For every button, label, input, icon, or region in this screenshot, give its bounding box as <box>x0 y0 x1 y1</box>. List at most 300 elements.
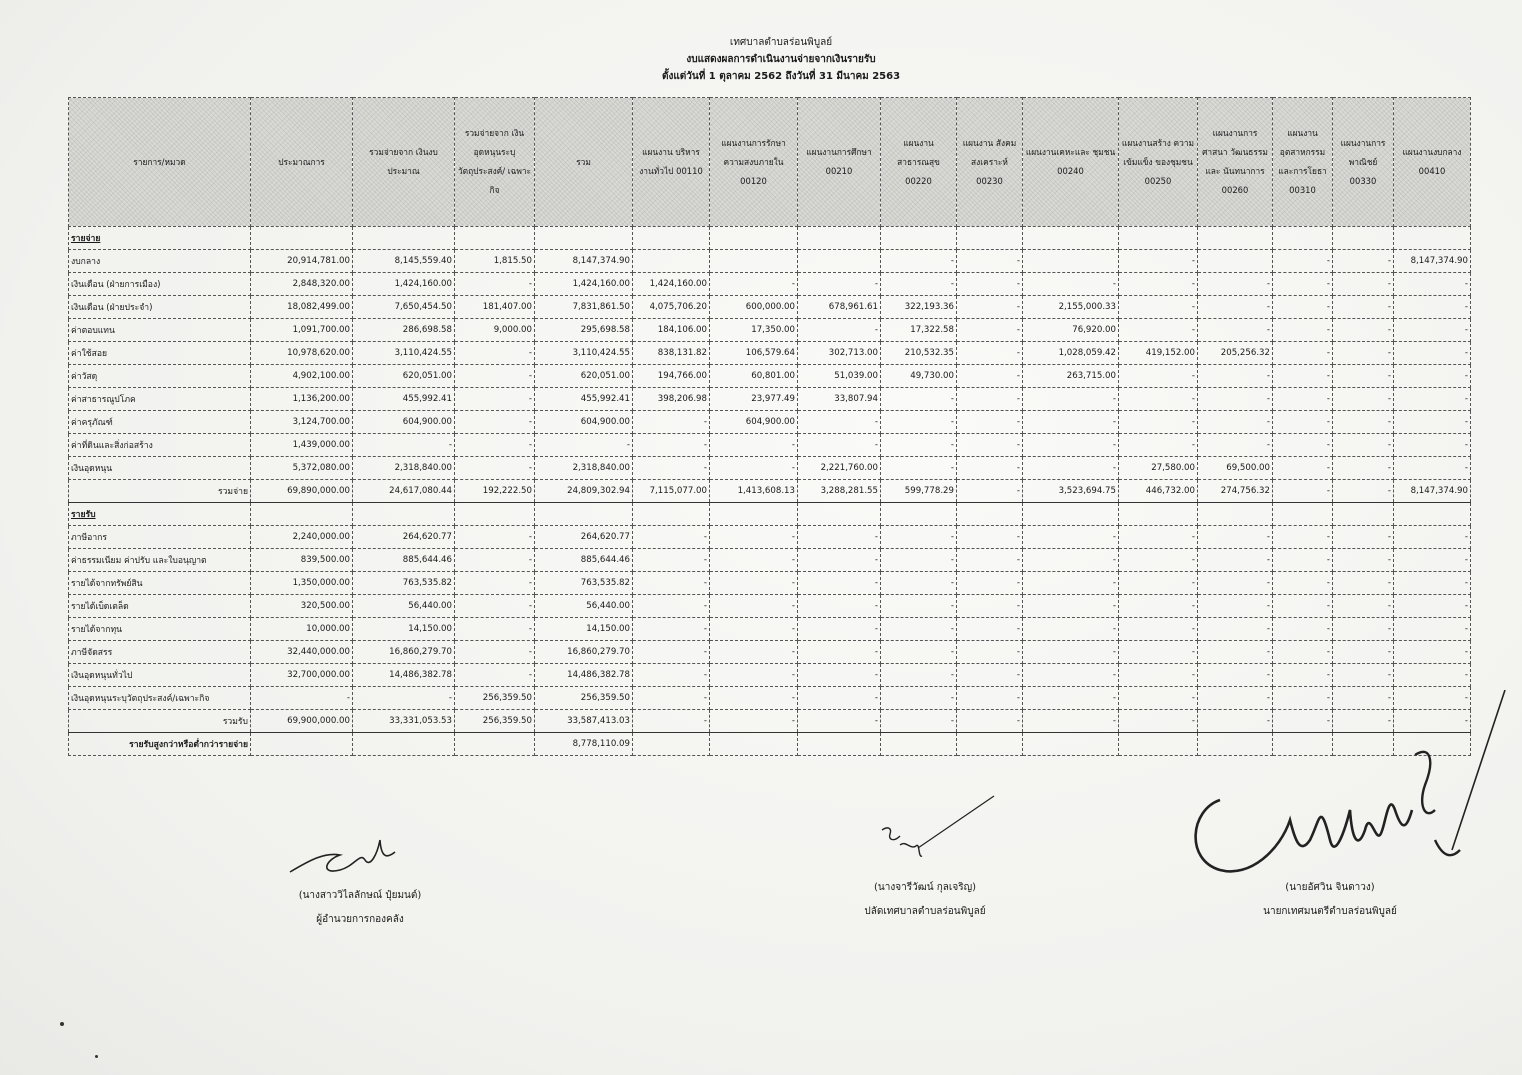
budget-table <box>68 97 1471 756</box>
cell-value: 678,961.61 <box>798 296 881 319</box>
cell-value: - <box>455 342 535 365</box>
cell-value: - <box>1394 572 1471 595</box>
table-row <box>69 296 1471 319</box>
cell-value: - <box>633 411 710 434</box>
cell-value: 600,000.00 <box>710 296 798 319</box>
cell-value: - <box>1273 342 1333 365</box>
cell-value: - <box>957 388 1023 411</box>
row-label: รายได้จากทรัพย์สิน <box>69 572 251 595</box>
cell-value: - <box>881 549 957 572</box>
table-row <box>69 618 1471 641</box>
cell-value: - <box>1119 572 1198 595</box>
cell-value: - <box>1333 549 1394 572</box>
empty-cell <box>710 503 798 526</box>
empty-cell <box>455 503 535 526</box>
cell-value: - <box>1023 618 1119 641</box>
cell-value: 192,222.50 <box>455 480 535 503</box>
cell-value: - <box>881 457 957 480</box>
cell-value: - <box>1333 710 1394 733</box>
cell-value: 3,288,281.55 <box>798 480 881 503</box>
empty-cell <box>1198 503 1273 526</box>
table-header-row <box>69 98 1471 227</box>
cell-value <box>798 250 881 273</box>
cell-value: - <box>1273 526 1333 549</box>
cell-value: - <box>455 457 535 480</box>
cell-value: - <box>957 641 1023 664</box>
empty-cell <box>535 503 633 526</box>
cell-value: - <box>957 273 1023 296</box>
cell-value <box>455 733 535 756</box>
cell-value: 16,860,279.70 <box>353 641 455 664</box>
cell-value: - <box>1198 365 1273 388</box>
cell-value: - <box>1394 595 1471 618</box>
cell-value: - <box>1023 687 1119 710</box>
cell-value: 604,900.00 <box>353 411 455 434</box>
cell-value: - <box>1119 388 1198 411</box>
cell-value: - <box>957 618 1023 641</box>
column-header-7: แผนงานการศึกษา 00210 <box>798 98 881 227</box>
cell-value: - <box>1333 572 1394 595</box>
empty-cell <box>633 503 710 526</box>
cell-value: - <box>798 664 881 687</box>
cell-value: - <box>1023 549 1119 572</box>
cell-value: - <box>1333 457 1394 480</box>
cell-value: - <box>1273 710 1333 733</box>
cell-value: - <box>1333 296 1394 319</box>
empty-cell <box>1394 227 1471 250</box>
empty-cell <box>1119 227 1198 250</box>
cell-value: 2,155,000.33 <box>1023 296 1119 319</box>
cell-value: 17,322.58 <box>881 319 957 342</box>
cell-value: - <box>710 549 798 572</box>
cell-value <box>1023 733 1119 756</box>
cell-value: - <box>957 595 1023 618</box>
cell-value: - <box>1273 388 1333 411</box>
cell-value: - <box>1273 296 1333 319</box>
signature-scribble-2 <box>870 790 1010 874</box>
cell-value: - <box>710 273 798 296</box>
cell-value: 8,147,374.90 <box>1394 480 1471 503</box>
cell-value: - <box>1119 365 1198 388</box>
cell-value: 33,331,053.53 <box>353 710 455 733</box>
cell-value <box>957 733 1023 756</box>
cell-value: 32,700,000.00 <box>251 664 353 687</box>
cell-value: 2,318,840.00 <box>353 457 455 480</box>
cell-value: - <box>1119 664 1198 687</box>
cell-value: - <box>957 710 1023 733</box>
cell-value: - <box>1198 595 1273 618</box>
column-header-3: รวมจ่ายจาก เงินอุดหนุนระบุ วัตถุประสงค์/ เฉพาะกิจ <box>455 98 535 227</box>
cell-value: - <box>1119 618 1198 641</box>
cell-value: - <box>1119 434 1198 457</box>
cell-value: - <box>881 687 957 710</box>
cell-value: - <box>957 342 1023 365</box>
cell-value: - <box>1198 618 1273 641</box>
cell-value: 49,730.00 <box>881 365 957 388</box>
cell-value: - <box>455 572 535 595</box>
cell-value: - <box>881 434 957 457</box>
cell-value: - <box>1198 572 1273 595</box>
cell-value: - <box>1273 457 1333 480</box>
column-header-9: แผนงาน สังคม สงเคราะห์ 00230 <box>957 98 1023 227</box>
cell-value: - <box>1394 526 1471 549</box>
cell-value: - <box>1023 457 1119 480</box>
row-label: ค่าธรรมเนียม ค่าปรับ และใบอนุญาต <box>69 549 251 572</box>
cell-value: - <box>1273 595 1333 618</box>
row-label: ภาษีจัดสรร <box>69 641 251 664</box>
cell-value: 2,221,760.00 <box>798 457 881 480</box>
paper-speck <box>60 1022 64 1026</box>
empty-cell <box>957 227 1023 250</box>
cell-value: 51,039.00 <box>798 365 881 388</box>
cell-value: - <box>1119 595 1198 618</box>
cell-value: - <box>798 618 881 641</box>
cell-value: 194,766.00 <box>633 365 710 388</box>
cell-value: - <box>798 572 881 595</box>
cell-value: - <box>957 319 1023 342</box>
cell-value: - <box>1394 319 1471 342</box>
cell-value: - <box>1333 434 1394 457</box>
cell-value: - <box>1273 434 1333 457</box>
column-header-1: ประมาณการ <box>251 98 353 227</box>
cell-value: - <box>633 572 710 595</box>
column-header-item: รายการ/หมวด <box>69 98 251 227</box>
cell-value: - <box>1333 365 1394 388</box>
cell-value: - <box>710 434 798 457</box>
cell-value: 8,145,559.40 <box>353 250 455 273</box>
cell-value: 256,359.50 <box>455 687 535 710</box>
cell-value: - <box>1333 342 1394 365</box>
cell-value <box>251 733 353 756</box>
cell-value: 3,523,694.75 <box>1023 480 1119 503</box>
cell-value: - <box>633 526 710 549</box>
section-expense <box>69 227 1471 250</box>
cell-value: - <box>633 595 710 618</box>
cell-value: - <box>1273 480 1333 503</box>
row-label: รวมรับ <box>69 710 251 733</box>
cell-value: - <box>957 687 1023 710</box>
cell-value: 1,413,608.13 <box>710 480 798 503</box>
cell-value: - <box>633 687 710 710</box>
cell-value: 210,532.35 <box>881 342 957 365</box>
cell-value: 10,978,620.00 <box>251 342 353 365</box>
table-row <box>69 595 1471 618</box>
cell-value: - <box>1333 388 1394 411</box>
cell-value: - <box>710 595 798 618</box>
cell-value: 302,713.00 <box>798 342 881 365</box>
cell-value: - <box>1023 595 1119 618</box>
cell-value: - <box>1198 434 1273 457</box>
cell-value: 838,131.82 <box>633 342 710 365</box>
cell-value: - <box>957 572 1023 595</box>
cell-value: - <box>251 687 353 710</box>
cell-value: 1,136,200.00 <box>251 388 353 411</box>
cell-value <box>710 250 798 273</box>
cell-value: 1,350,000.00 <box>251 572 353 595</box>
cell-value: 69,500.00 <box>1198 457 1273 480</box>
signature-name-finance: (นางสาววิไลลักษณ์ ปุ๋ยมนต์) <box>298 890 422 901</box>
cell-value: 264,620.77 <box>353 526 455 549</box>
cell-value: - <box>1023 572 1119 595</box>
cell-value <box>798 733 881 756</box>
signature-block-finance <box>270 884 450 932</box>
cell-value: - <box>455 641 535 664</box>
cell-value: 56,440.00 <box>535 595 633 618</box>
cell-value: 1,424,160.00 <box>633 273 710 296</box>
cell-value: 7,831,861.50 <box>535 296 633 319</box>
cell-value: 398,206.98 <box>633 388 710 411</box>
column-header-15: แผนงานงบกลาง 00410 <box>1394 98 1471 227</box>
cell-value: - <box>1119 319 1198 342</box>
cell-value: - <box>1394 342 1471 365</box>
cell-value: 205,256.32 <box>1198 342 1273 365</box>
cell-value: - <box>1394 641 1471 664</box>
cell-value: - <box>1394 296 1471 319</box>
report-header <box>0 34 1522 85</box>
cell-value: - <box>1198 411 1273 434</box>
cell-value: - <box>353 687 455 710</box>
signature-scribble-3 <box>1180 690 1510 884</box>
row-label: เงินอุดหนุนทั่วไป <box>69 664 251 687</box>
signature-position-mayor: นายกเทศมนตรีตำบลร่อนพิบูลย์ <box>1263 906 1397 917</box>
cell-value: - <box>1273 618 1333 641</box>
cell-value: - <box>1394 273 1471 296</box>
cell-value <box>633 733 710 756</box>
cell-value: 446,732.00 <box>1119 480 1198 503</box>
cell-value: 2,240,000.00 <box>251 526 353 549</box>
cell-value: - <box>1119 250 1198 273</box>
table-row <box>69 365 1471 388</box>
cell-value: - <box>1198 296 1273 319</box>
table-row <box>69 572 1471 595</box>
cell-value: - <box>1198 549 1273 572</box>
column-header-6: แผนงานการรักษา ความสงบภายใน 00120 <box>710 98 798 227</box>
cell-value: - <box>633 710 710 733</box>
empty-cell <box>881 227 957 250</box>
cell-value: - <box>798 549 881 572</box>
cell-value: 839,500.00 <box>251 549 353 572</box>
row-label: เงินอุดหนุนระบุวัตถุประสงค์/เฉพาะกิจ <box>69 687 251 710</box>
cell-value: 1,424,160.00 <box>353 273 455 296</box>
cell-value: - <box>957 365 1023 388</box>
cell-value: - <box>881 595 957 618</box>
cell-value: - <box>455 411 535 434</box>
cell-value: - <box>1119 641 1198 664</box>
cell-value: - <box>455 549 535 572</box>
table-row <box>69 411 1471 434</box>
cell-value: 2,848,320.00 <box>251 273 353 296</box>
cell-value: - <box>710 664 798 687</box>
column-header-11: แผนงานสร้าง ความเข้มแข็ง ของชุมชน 00250 <box>1119 98 1198 227</box>
empty-cell <box>633 227 710 250</box>
row-label: งบกลาง <box>69 250 251 273</box>
cell-value: - <box>1119 549 1198 572</box>
paper-speck <box>95 1055 98 1058</box>
cell-value: - <box>1273 641 1333 664</box>
cell-value: - <box>710 526 798 549</box>
cell-value: - <box>1198 710 1273 733</box>
cell-value: - <box>455 664 535 687</box>
cell-value: - <box>633 641 710 664</box>
row-label: ค่าวัสดุ <box>69 365 251 388</box>
cell-value: 295,698.58 <box>535 319 633 342</box>
table-row <box>69 319 1471 342</box>
cell-value: - <box>881 250 957 273</box>
cell-value: 3,110,424.55 <box>535 342 633 365</box>
cell-value: - <box>798 710 881 733</box>
cell-value: - <box>1198 687 1273 710</box>
empty-cell <box>1273 227 1333 250</box>
org-name: เทศบาลตำบลร่อนพิบูลย์ <box>729 37 833 48</box>
cell-value: - <box>455 388 535 411</box>
cell-value: 885,644.46 <box>353 549 455 572</box>
empty-cell <box>1273 503 1333 526</box>
empty-cell <box>881 503 957 526</box>
cell-value: - <box>1273 549 1333 572</box>
cell-value: 7,650,454.50 <box>353 296 455 319</box>
empty-cell <box>1023 227 1119 250</box>
cell-value: 14,150.00 <box>353 618 455 641</box>
row-label: ภาษีอากร <box>69 526 251 549</box>
cell-value <box>633 250 710 273</box>
cell-value: - <box>1119 710 1198 733</box>
cell-value: 256,359.50 <box>535 687 633 710</box>
table-row <box>69 457 1471 480</box>
table-body <box>69 227 1471 756</box>
table-row <box>69 250 1471 273</box>
cell-value: - <box>1333 526 1394 549</box>
column-header-8: แผนงาน สาธารณสุข 00220 <box>881 98 957 227</box>
cell-value: - <box>957 296 1023 319</box>
table-row <box>69 664 1471 687</box>
cell-value: - <box>881 618 957 641</box>
cell-value: - <box>881 572 957 595</box>
cell-value: 419,152.00 <box>1119 342 1198 365</box>
cell-value: 274,756.32 <box>1198 480 1273 503</box>
cell-value: - <box>957 250 1023 273</box>
cell-value: 620,051.00 <box>535 365 633 388</box>
cell-value: - <box>1333 641 1394 664</box>
cell-value: - <box>1273 273 1333 296</box>
cell-value: - <box>535 434 633 457</box>
cell-value: 27,580.00 <box>1119 457 1198 480</box>
cell-value: 14,150.00 <box>535 618 633 641</box>
cell-value: - <box>798 526 881 549</box>
cell-value: - <box>455 595 535 618</box>
column-header-13: แผนงาน อุตสาหกรรม และการโยธา 00310 <box>1273 98 1333 227</box>
cell-value: - <box>455 273 535 296</box>
cell-value: - <box>1198 664 1273 687</box>
table-row <box>69 526 1471 549</box>
cell-value: - <box>1394 365 1471 388</box>
cell-value <box>353 733 455 756</box>
table-row <box>69 641 1471 664</box>
cell-value: - <box>1333 618 1394 641</box>
cell-value: 8,147,374.90 <box>1394 250 1471 273</box>
cell-value: 14,486,382.78 <box>535 664 633 687</box>
row-label: เงินเดือน (ฝ่ายการเมือง) <box>69 273 251 296</box>
empty-cell <box>1333 227 1394 250</box>
cell-value: - <box>957 434 1023 457</box>
cell-value: 3,110,424.55 <box>353 342 455 365</box>
cell-value: - <box>1119 687 1198 710</box>
cell-value: - <box>633 549 710 572</box>
table-row <box>69 273 1471 296</box>
cell-value: - <box>1198 273 1273 296</box>
cell-value: 1,028,059.42 <box>1023 342 1119 365</box>
cell-value: - <box>710 457 798 480</box>
signature-position-clerk: ปลัดเทศบาลตำบลร่อนพิบูลย์ <box>864 906 986 917</box>
cell-value: - <box>798 411 881 434</box>
cell-value: 8,147,374.90 <box>535 250 633 273</box>
cell-value: - <box>1198 388 1273 411</box>
cell-value <box>710 733 798 756</box>
cell-value: 8,778,110.09 <box>535 733 633 756</box>
cell-value: 264,620.77 <box>535 526 633 549</box>
cell-value: - <box>1333 595 1394 618</box>
cell-value: 256,359.50 <box>455 710 535 733</box>
cell-value: - <box>1394 664 1471 687</box>
cell-value: - <box>881 664 957 687</box>
cell-value: - <box>1023 388 1119 411</box>
cell-value: 33,807.94 <box>798 388 881 411</box>
cell-value <box>881 733 957 756</box>
row-label: รายรับสูงกว่าหรือต่ำกว่ารายจ่าย <box>69 733 251 756</box>
cell-value: - <box>1023 710 1119 733</box>
cell-value: - <box>881 411 957 434</box>
empty-cell <box>798 227 881 250</box>
cell-value: - <box>881 641 957 664</box>
cell-value: 322,193.36 <box>881 296 957 319</box>
cell-value: 599,778.29 <box>881 480 957 503</box>
cell-value: 33,587,413.03 <box>535 710 633 733</box>
cell-value: - <box>798 687 881 710</box>
cell-value: - <box>957 411 1023 434</box>
signature-position-finance: ผู้อำนวยการกองคลัง <box>316 914 404 925</box>
total-expense-row <box>69 480 1471 503</box>
cell-value: - <box>1333 687 1394 710</box>
section-income <box>69 503 1471 526</box>
cell-value: 24,809,302.94 <box>535 480 633 503</box>
cell-value: - <box>710 687 798 710</box>
cell-value: - <box>710 618 798 641</box>
signature-scribble-1 <box>285 830 405 884</box>
cell-value: - <box>1023 526 1119 549</box>
cell-value: 17,350.00 <box>710 319 798 342</box>
cell-value: 69,890,000.00 <box>251 480 353 503</box>
cell-value: - <box>881 526 957 549</box>
cell-value: - <box>1333 319 1394 342</box>
cell-value: 23,977.49 <box>710 388 798 411</box>
cell-value: - <box>1333 250 1394 273</box>
cell-value <box>1198 250 1273 273</box>
signature-name-mayor: (นายอัศวิน จินดาวง) <box>1285 882 1375 893</box>
cell-value: - <box>455 365 535 388</box>
cell-value: 604,900.00 <box>535 411 633 434</box>
cell-value: - <box>798 641 881 664</box>
report-title: งบแสดงผลการดำเนินงานจ่ายจากเงินรายรับ <box>686 54 876 65</box>
row-label: ค่าตอบแทน <box>69 319 251 342</box>
cell-value: - <box>957 664 1023 687</box>
cell-value: - <box>710 572 798 595</box>
cell-value: 7,115,077.00 <box>633 480 710 503</box>
cell-value: 18,082,499.00 <box>251 296 353 319</box>
cell-value: - <box>1273 365 1333 388</box>
cell-value: - <box>710 641 798 664</box>
cell-value: - <box>957 526 1023 549</box>
column-header-10: แผนงานเคหะและ ชุมชน 00240 <box>1023 98 1119 227</box>
cell-value: - <box>1394 710 1471 733</box>
